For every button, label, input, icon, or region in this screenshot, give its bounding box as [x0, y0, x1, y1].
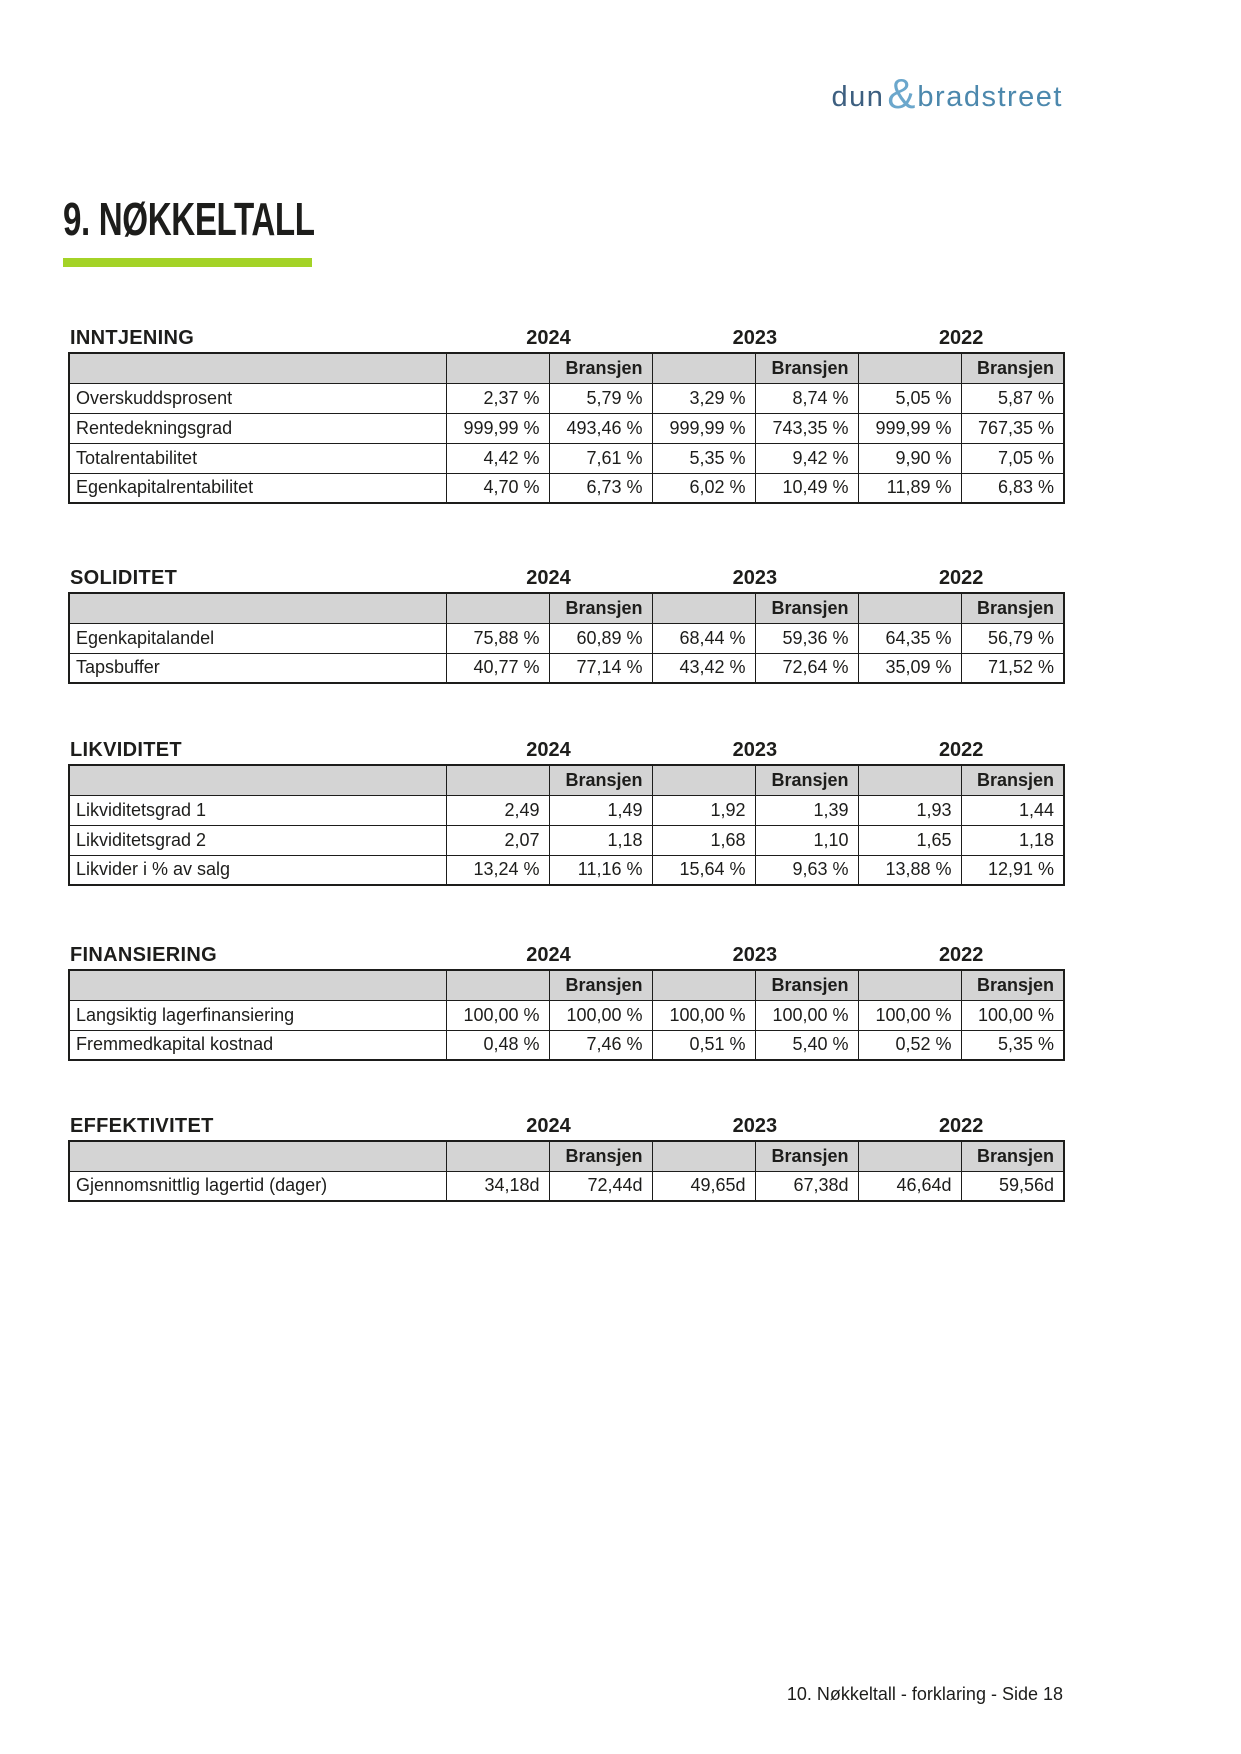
value-cell: 8,74 % [755, 383, 858, 413]
value-cell: 1,68 [652, 825, 755, 855]
section-title: EFFEKTIVITET [70, 1115, 214, 1137]
row-label: Langsiktig lagerfinansiering [69, 1000, 446, 1030]
logo-text-bradstreet: bradstreet [917, 81, 1063, 113]
kpi-table [68, 352, 1065, 504]
section-title: FINANSIERING [70, 944, 217, 966]
year-label: 2023 [732, 1115, 778, 1137]
value-cell: 4,42 % [446, 443, 549, 473]
year-label: 2022 [938, 327, 984, 349]
value-cell: 7,05 % [961, 443, 1064, 473]
bransjen-header-cell: Bransjen [755, 970, 858, 1000]
value-cell: 40,77 % [446, 653, 549, 683]
table-row [69, 473, 1064, 503]
value-cell: 5,87 % [961, 383, 1064, 413]
value-cell: 5,35 % [961, 1030, 1064, 1060]
value-cell: 7,61 % [549, 443, 652, 473]
empty-header-cell [652, 593, 755, 623]
value-cell: 100,00 % [446, 1000, 549, 1030]
year-label: 2023 [732, 327, 778, 349]
table-row [69, 1171, 1064, 1201]
value-cell: 75,88 % [446, 623, 549, 653]
value-cell: 5,05 % [858, 383, 961, 413]
year-label: 2023 [732, 739, 778, 761]
table-row [69, 623, 1064, 653]
empty-header-cell [858, 970, 961, 1000]
dun-bradstreet-logo [832, 68, 1063, 116]
year-label: 2024 [526, 1115, 571, 1137]
value-cell: 1,44 [961, 795, 1064, 825]
value-cell: 0,51 % [652, 1030, 755, 1060]
value-cell: 1,92 [652, 795, 755, 825]
value-cell: 0,48 % [446, 1030, 549, 1060]
bransjen-header-cell: Bransjen [755, 1141, 858, 1171]
kpi-table [68, 764, 1065, 886]
table-row [69, 855, 1064, 885]
table-row [69, 1000, 1064, 1030]
value-cell: 5,79 % [549, 383, 652, 413]
value-cell: 7,46 % [549, 1030, 652, 1060]
value-cell: 1,49 [549, 795, 652, 825]
year-label: 2023 [732, 944, 778, 966]
empty-header-cell [69, 353, 446, 383]
value-cell: 60,89 % [549, 623, 652, 653]
empty-header-cell [858, 765, 961, 795]
year-label: 2022 [938, 944, 984, 966]
section-header [68, 945, 1063, 965]
value-cell: 67,38d [755, 1171, 858, 1201]
bransjen-header-cell: Bransjen [755, 765, 858, 795]
value-cell: 4,70 % [446, 473, 549, 503]
empty-header-cell [858, 353, 961, 383]
row-label: Likvider i % av salg [69, 855, 446, 885]
kpi-table [68, 969, 1065, 1061]
section-likviditet [68, 740, 1063, 886]
value-cell: 49,65d [652, 1171, 755, 1201]
value-cell: 13,88 % [858, 855, 961, 885]
value-cell: 9,42 % [755, 443, 858, 473]
value-cell: 1,65 [858, 825, 961, 855]
empty-header-cell [652, 765, 755, 795]
bransjen-header-cell: Bransjen [961, 970, 1064, 1000]
empty-header-cell [446, 1141, 549, 1171]
value-cell: 77,14 % [549, 653, 652, 683]
value-cell: 71,52 % [961, 653, 1064, 683]
table-header-row [69, 353, 1064, 383]
value-cell: 1,18 [961, 825, 1064, 855]
value-cell: 59,56d [961, 1171, 1064, 1201]
table-row [69, 795, 1064, 825]
kpi-table [68, 1140, 1065, 1202]
row-label: Egenkapitalandel [69, 623, 446, 653]
value-cell: 2,37 % [446, 383, 549, 413]
value-cell: 2,49 [446, 795, 549, 825]
title-accent-bar [63, 258, 312, 267]
section-title: LIKVIDITET [70, 739, 182, 761]
table-row [69, 413, 1064, 443]
section-header [68, 740, 1063, 760]
empty-header-cell [652, 970, 755, 1000]
value-cell: 100,00 % [858, 1000, 961, 1030]
section-effektivitet [68, 1116, 1063, 1202]
row-label: Gjennomsnittlig lagertid (dager) [69, 1171, 446, 1201]
empty-header-cell [652, 1141, 755, 1171]
empty-header-cell [69, 593, 446, 623]
bransjen-header-cell: Bransjen [961, 593, 1064, 623]
section-header [68, 328, 1063, 348]
value-cell: 72,44d [549, 1171, 652, 1201]
value-cell: 1,18 [549, 825, 652, 855]
empty-header-cell [69, 765, 446, 795]
value-cell: 9,63 % [755, 855, 858, 885]
bransjen-header-cell: Bransjen [549, 970, 652, 1000]
value-cell: 68,44 % [652, 623, 755, 653]
kpi-table [68, 592, 1065, 684]
year-label: 2023 [732, 567, 778, 589]
value-cell: 10,49 % [755, 473, 858, 503]
value-cell: 3,29 % [652, 383, 755, 413]
value-cell: 5,35 % [652, 443, 755, 473]
value-cell: 100,00 % [549, 1000, 652, 1030]
row-label: Totalrentabilitet [69, 443, 446, 473]
value-cell: 6,83 % [961, 473, 1064, 503]
value-cell: 1,10 [755, 825, 858, 855]
value-cell: 999,99 % [858, 413, 961, 443]
empty-header-cell [446, 970, 549, 1000]
table-row [69, 653, 1064, 683]
value-cell: 12,91 % [961, 855, 1064, 885]
bransjen-header-cell: Bransjen [549, 765, 652, 795]
row-label: Egenkapitalrentabilitet [69, 473, 446, 503]
value-cell: 59,36 % [755, 623, 858, 653]
table-header-row [69, 970, 1064, 1000]
table-row [69, 383, 1064, 413]
logo-text-dun: dun [831, 81, 885, 113]
bransjen-header-cell: Bransjen [549, 593, 652, 623]
section-finansiering [68, 945, 1063, 1061]
value-cell: 56,79 % [961, 623, 1064, 653]
value-cell: 11,89 % [858, 473, 961, 503]
value-cell: 46,64d [858, 1171, 961, 1201]
value-cell: 5,40 % [755, 1030, 858, 1060]
empty-header-cell [652, 353, 755, 383]
value-cell: 743,35 % [755, 413, 858, 443]
value-cell: 100,00 % [652, 1000, 755, 1030]
row-label: Fremmedkapital kostnad [69, 1030, 446, 1060]
value-cell: 100,00 % [961, 1000, 1064, 1030]
value-cell: 9,90 % [858, 443, 961, 473]
row-label: Likviditetsgrad 1 [69, 795, 446, 825]
value-cell: 999,99 % [446, 413, 549, 443]
empty-header-cell [69, 1141, 446, 1171]
table-row [69, 1030, 1064, 1060]
table-header-row [69, 1141, 1064, 1171]
value-cell: 2,07 [446, 825, 549, 855]
empty-header-cell [858, 593, 961, 623]
value-cell: 767,35 % [961, 413, 1064, 443]
value-cell: 34,18d [446, 1171, 549, 1201]
section-header [68, 1116, 1063, 1136]
value-cell: 493,46 % [549, 413, 652, 443]
empty-header-cell [69, 970, 446, 1000]
value-cell: 0,52 % [858, 1030, 961, 1060]
value-cell: 100,00 % [755, 1000, 858, 1030]
value-cell: 11,16 % [549, 855, 652, 885]
table-row [69, 825, 1064, 855]
table-header-row [69, 593, 1064, 623]
empty-header-cell [446, 765, 549, 795]
year-label: 2022 [938, 567, 984, 589]
value-cell: 35,09 % [858, 653, 961, 683]
bransjen-header-cell: Bransjen [755, 353, 858, 383]
row-label: Overskuddsprosent [69, 383, 446, 413]
value-cell: 13,24 % [446, 855, 549, 885]
bransjen-header-cell: Bransjen [961, 353, 1064, 383]
logo-ampersand-icon: & [887, 70, 916, 117]
page-title: 9. NØKKELTALL [63, 193, 315, 245]
section-header [68, 568, 1063, 588]
section-inntjening [68, 328, 1063, 504]
bransjen-header-cell: Bransjen [961, 1141, 1064, 1171]
value-cell: 64,35 % [858, 623, 961, 653]
value-cell: 43,42 % [652, 653, 755, 683]
bransjen-header-cell: Bransjen [961, 765, 1064, 795]
section-soliditet [68, 568, 1063, 684]
year-label: 2024 [526, 944, 571, 966]
value-cell: 72,64 % [755, 653, 858, 683]
year-label: 2024 [526, 567, 571, 589]
value-cell: 1,93 [858, 795, 961, 825]
empty-header-cell [446, 593, 549, 623]
empty-header-cell [858, 1141, 961, 1171]
year-label: 2022 [938, 739, 984, 761]
row-label: Tapsbuffer [69, 653, 446, 683]
bransjen-header-cell: Bransjen [549, 1141, 652, 1171]
row-label: Rentedekningsgrad [69, 413, 446, 443]
year-label: 2022 [938, 1115, 984, 1137]
value-cell: 1,39 [755, 795, 858, 825]
empty-header-cell [446, 353, 549, 383]
value-cell: 999,99 % [652, 413, 755, 443]
value-cell: 6,02 % [652, 473, 755, 503]
page-footer: 10. Nøkkeltall - forklaring - Side 18 [786, 1684, 1063, 1704]
bransjen-header-cell: Bransjen [755, 593, 858, 623]
table-header-row [69, 765, 1064, 795]
year-label: 2024 [526, 739, 571, 761]
table-row [69, 443, 1064, 473]
value-cell: 6,73 % [549, 473, 652, 503]
row-label: Likviditetsgrad 2 [69, 825, 446, 855]
section-title: SOLIDITET [70, 567, 178, 589]
section-title: INNTJENING [70, 327, 195, 349]
value-cell: 15,64 % [652, 855, 755, 885]
bransjen-header-cell: Bransjen [549, 353, 652, 383]
year-label: 2024 [526, 327, 571, 349]
